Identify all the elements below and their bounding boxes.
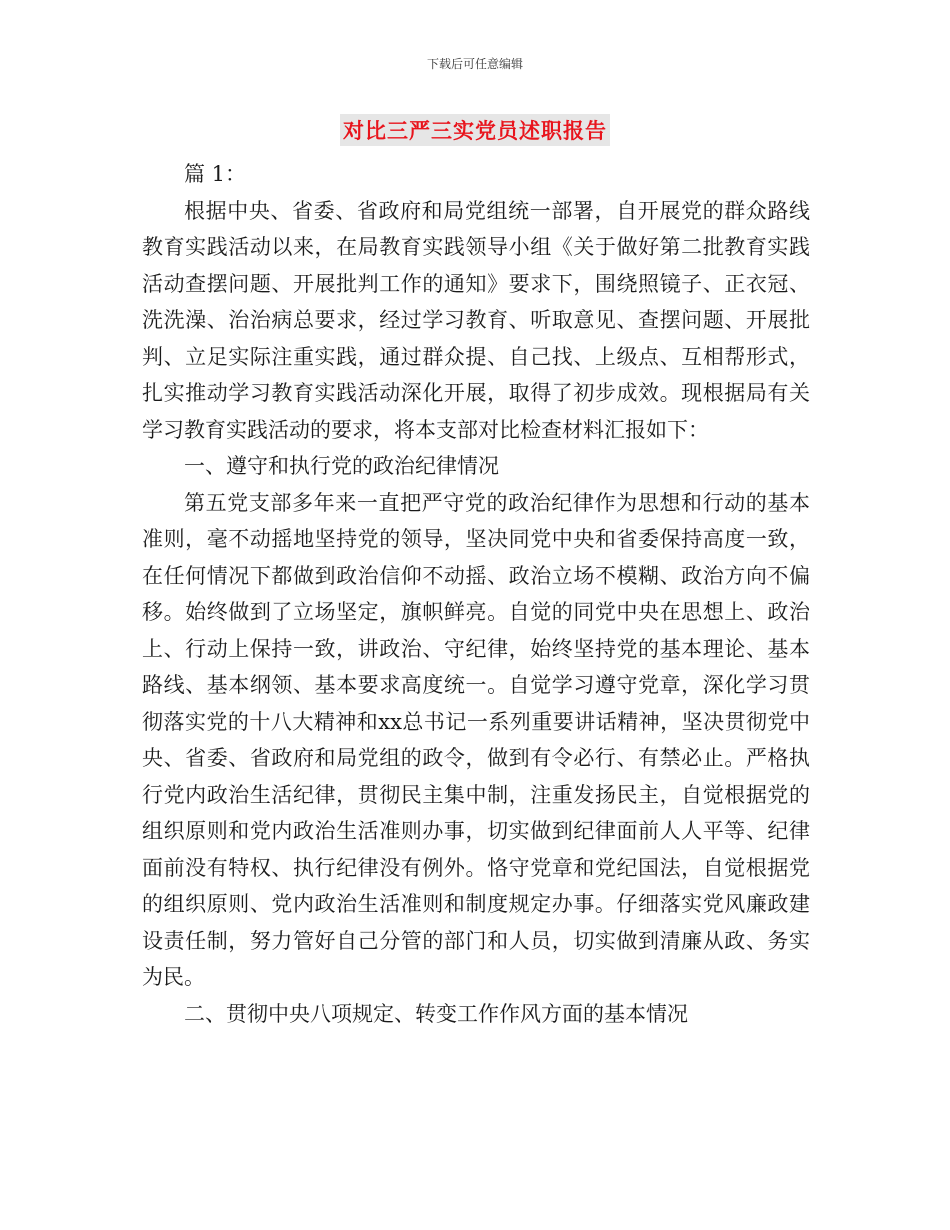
body-paragraph: 根据中央、省委、省政府和局党组统一部署，自开展党的群众路线教育实践活动以来，在局教育实践领导小组《关于做好第二批教育实践活动查摆问题、开展批判工作的通知》要求下，围绕照镜子、正衣冠、洗洗澡、治治病总要求，经过学习教育、听取意见、查摆问题、开展批判、立足实际注重实践，通过群众提、自己找、上级点、互相帮形式，扎实推动学习教育实践活动深化开展，取得了初步成效。现根据局有关学习教育实践活动的要求，将本支部对比检查材料汇报如下： xyxy=(142,198,810,442)
document-title: 对比三严三实党员述职报告 xyxy=(340,114,610,146)
header-note: 下载后可任意编辑 xyxy=(426,57,523,71)
document-body xyxy=(142,156,810,1032)
body-paragraph: 第五党支部多年来一直把严守党的政治纪律作为思想和行动的基本准则，毫不动摇地坚持党的领导，坚决同党中央和省委保持高度一致，在任何情况下都做到政治信仰不动摇、政治立场不模糊、政治方向不偏移。始终做到了立场坚定，旗帜鲜亮。自觉的同党中央在思想上、政治上、行动上保持一致，讲政治、守纪律，始终坚持党的基本理论、基本路线、基本纲领、基本要求高度统一。自觉学习遵守党章，深化学习贯彻落实党的十八大精神和xx总书记一系列重要讲话精神，坚决贯彻党中央、省委、省政府和局党组的政令，做到有令必行、有禁必止。严格执行党内政治生活纪律，贯彻民主集中制，注重发扬民主，自觉根据党的组织原则和党内政治生活准则办事，切实做到纪律面前人人平等、纪律面前没有特权、执行纪律没有例外。恪守党章和党纪国法，自觉根据党的组织原则、党内政治生活准则和制度规定办事。仔细落实党风廉政建设责任制，努力管好自己分管的部门和人员，切实做到清廉从政、务实为民。 xyxy=(142,490,810,989)
section-heading: 二、贯彻中央八项规定、转变工作作风方面的基本情况 xyxy=(184,1001,688,1026)
section-heading: 一、遵守和执行党的政治纪律情况 xyxy=(184,454,499,478)
section-label: 篇 1： xyxy=(184,162,247,186)
title-container xyxy=(0,114,950,146)
